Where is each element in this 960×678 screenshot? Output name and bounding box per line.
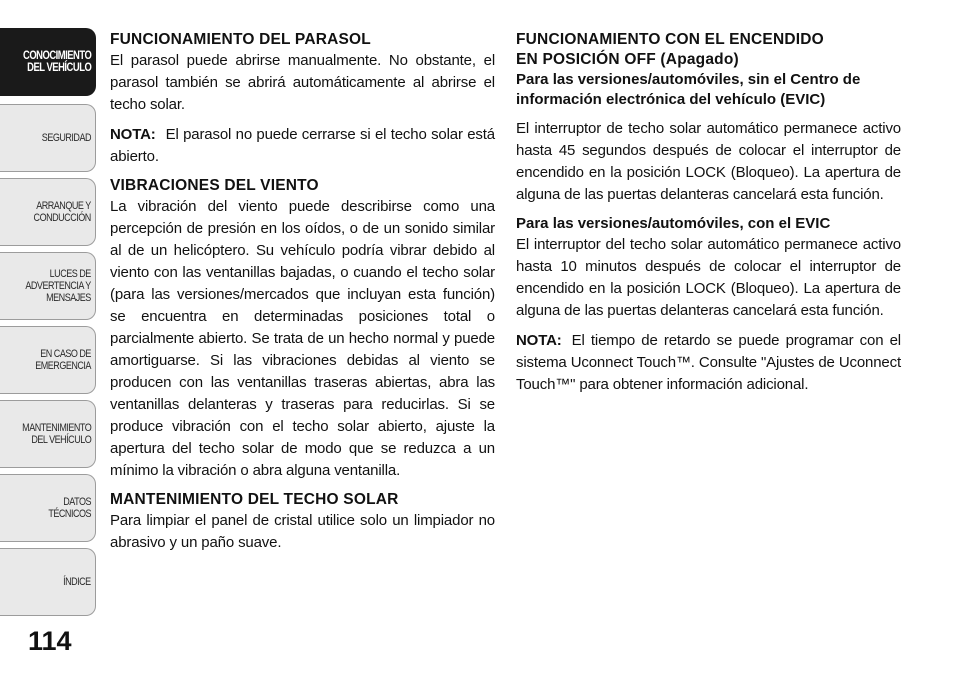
left-column xyxy=(110,30,495,562)
tab-mantenimiento-del-vehiculo[interactable] xyxy=(0,400,96,468)
tab-luces-de-advertencia[interactable] xyxy=(0,252,96,320)
heading-mantenimiento: MANTENIMIENTO DEL TECHO SOLAR xyxy=(110,491,399,508)
tab-indice[interactable] xyxy=(0,548,96,616)
note-text: El parasol no puede cerrarse si el techo solar está abierto. xyxy=(110,126,495,165)
note-parasol xyxy=(110,124,495,168)
paragraph-mantenimiento: Para limpiar el panel de cristal utilice solo un limpiador no abrasivo y un paño suave. xyxy=(110,512,495,551)
tab-arranque-y-conduccion[interactable] xyxy=(0,178,96,246)
heading-parasol: FUNCIONAMIENTO DEL PARASOL xyxy=(110,31,371,48)
tab-label: CONOCIMIENTO DEL VEHÍCULO xyxy=(22,50,91,74)
paragraph-sin-evic: El interruptor de techo solar automático permanece activo hasta 45 segundos después de colocar el interruptor de encendido en la posición LOCK (Bloqueo). La apertura de alguna de las puertas delanteras cancelará esta función. xyxy=(516,120,901,203)
tab-label: EN CASO DE EMERGENCIA xyxy=(35,348,91,372)
right-column xyxy=(516,30,901,404)
paragraph-parasol: El parasol puede abrirse manualmente. No obstante, el parasol también se abrirá automáticamente al abrirse el techo solar. xyxy=(110,52,495,113)
tab-conocimiento-del-vehiculo[interactable] xyxy=(0,28,96,96)
note-label: NOTA: xyxy=(110,126,156,143)
tab-seguridad[interactable] xyxy=(0,104,96,172)
tab-label: ARRANQUE Y CONDUCCIÓN xyxy=(33,200,91,224)
note-label: NOTA: xyxy=(516,332,562,349)
tab-datos-tecnicos[interactable] xyxy=(0,474,96,542)
paragraph-con-evic: El interruptor del techo solar automático permanece activo hasta 10 minutos después de colocar el interruptor de encendido en la posición LOCK (Bloqueo). La apertura de alguna de las puertas delanteras cancelará esta función. xyxy=(516,236,901,319)
heading-encendido-line1: FUNCIONAMIENTO CON EL ENCENDIDO xyxy=(516,31,824,48)
tab-label: LUCES DE ADVERTENCIA Y MENSAJES xyxy=(25,268,91,304)
heading-encendido-line2: EN POSICIÓN OFF (Apagado) xyxy=(516,51,739,68)
tab-label: DATOS TÉCNICOS xyxy=(48,496,91,520)
spacer xyxy=(516,110,901,118)
tab-en-caso-de-emergencia[interactable] xyxy=(0,326,96,394)
paragraph-vibraciones: La vibración del viento puede describirse como una percepción de presión en los oídos, o de un sonido similar al de un helicóptero. Su vehículo podría vibrar debido al viento con las ventanillas bajadas, o cuando el techo solar (para las versiones/mercados que incluyan esta función) se encuentra en determinadas posiciones total o parcialmente abierto. Se trata de un hecho normal y puede amortiguarse. Si las vibraciones debidas al viento se producen con las ventanillas traseras abiertas, abra las ventanillas delanteras y traseras para reducirlas. Si se produce vibración con el techo solar abierto, ajuste la apertura del techo solar de modo que se reduzca a un mínimo la vibración o abra alguna ventanilla. xyxy=(110,198,495,479)
note-retardo xyxy=(516,330,901,396)
tab-label: SEGURIDAD xyxy=(41,132,91,144)
tab-label: ÍNDICE xyxy=(63,576,91,588)
note-text: El tiempo de retardo se puede programar con el sistema Uconnect Touch™. Consulte "Ajustes de Uconnect Touch™" para obtener información adicional. xyxy=(516,332,901,393)
subheading-sin-evic: Para las versiones/automóviles, sin el Centro de información electrónica del vehículo (EVIC) xyxy=(516,71,861,108)
page-number: 114 xyxy=(28,626,72,656)
subheading-con-evic: Para las versiones/automóviles, con el EVIC xyxy=(516,215,831,232)
tab-label: MANTENIMIENTO DEL VEHÍCULO xyxy=(21,422,91,446)
heading-vibraciones: VIBRACIONES DEL VIENTO xyxy=(110,177,319,194)
